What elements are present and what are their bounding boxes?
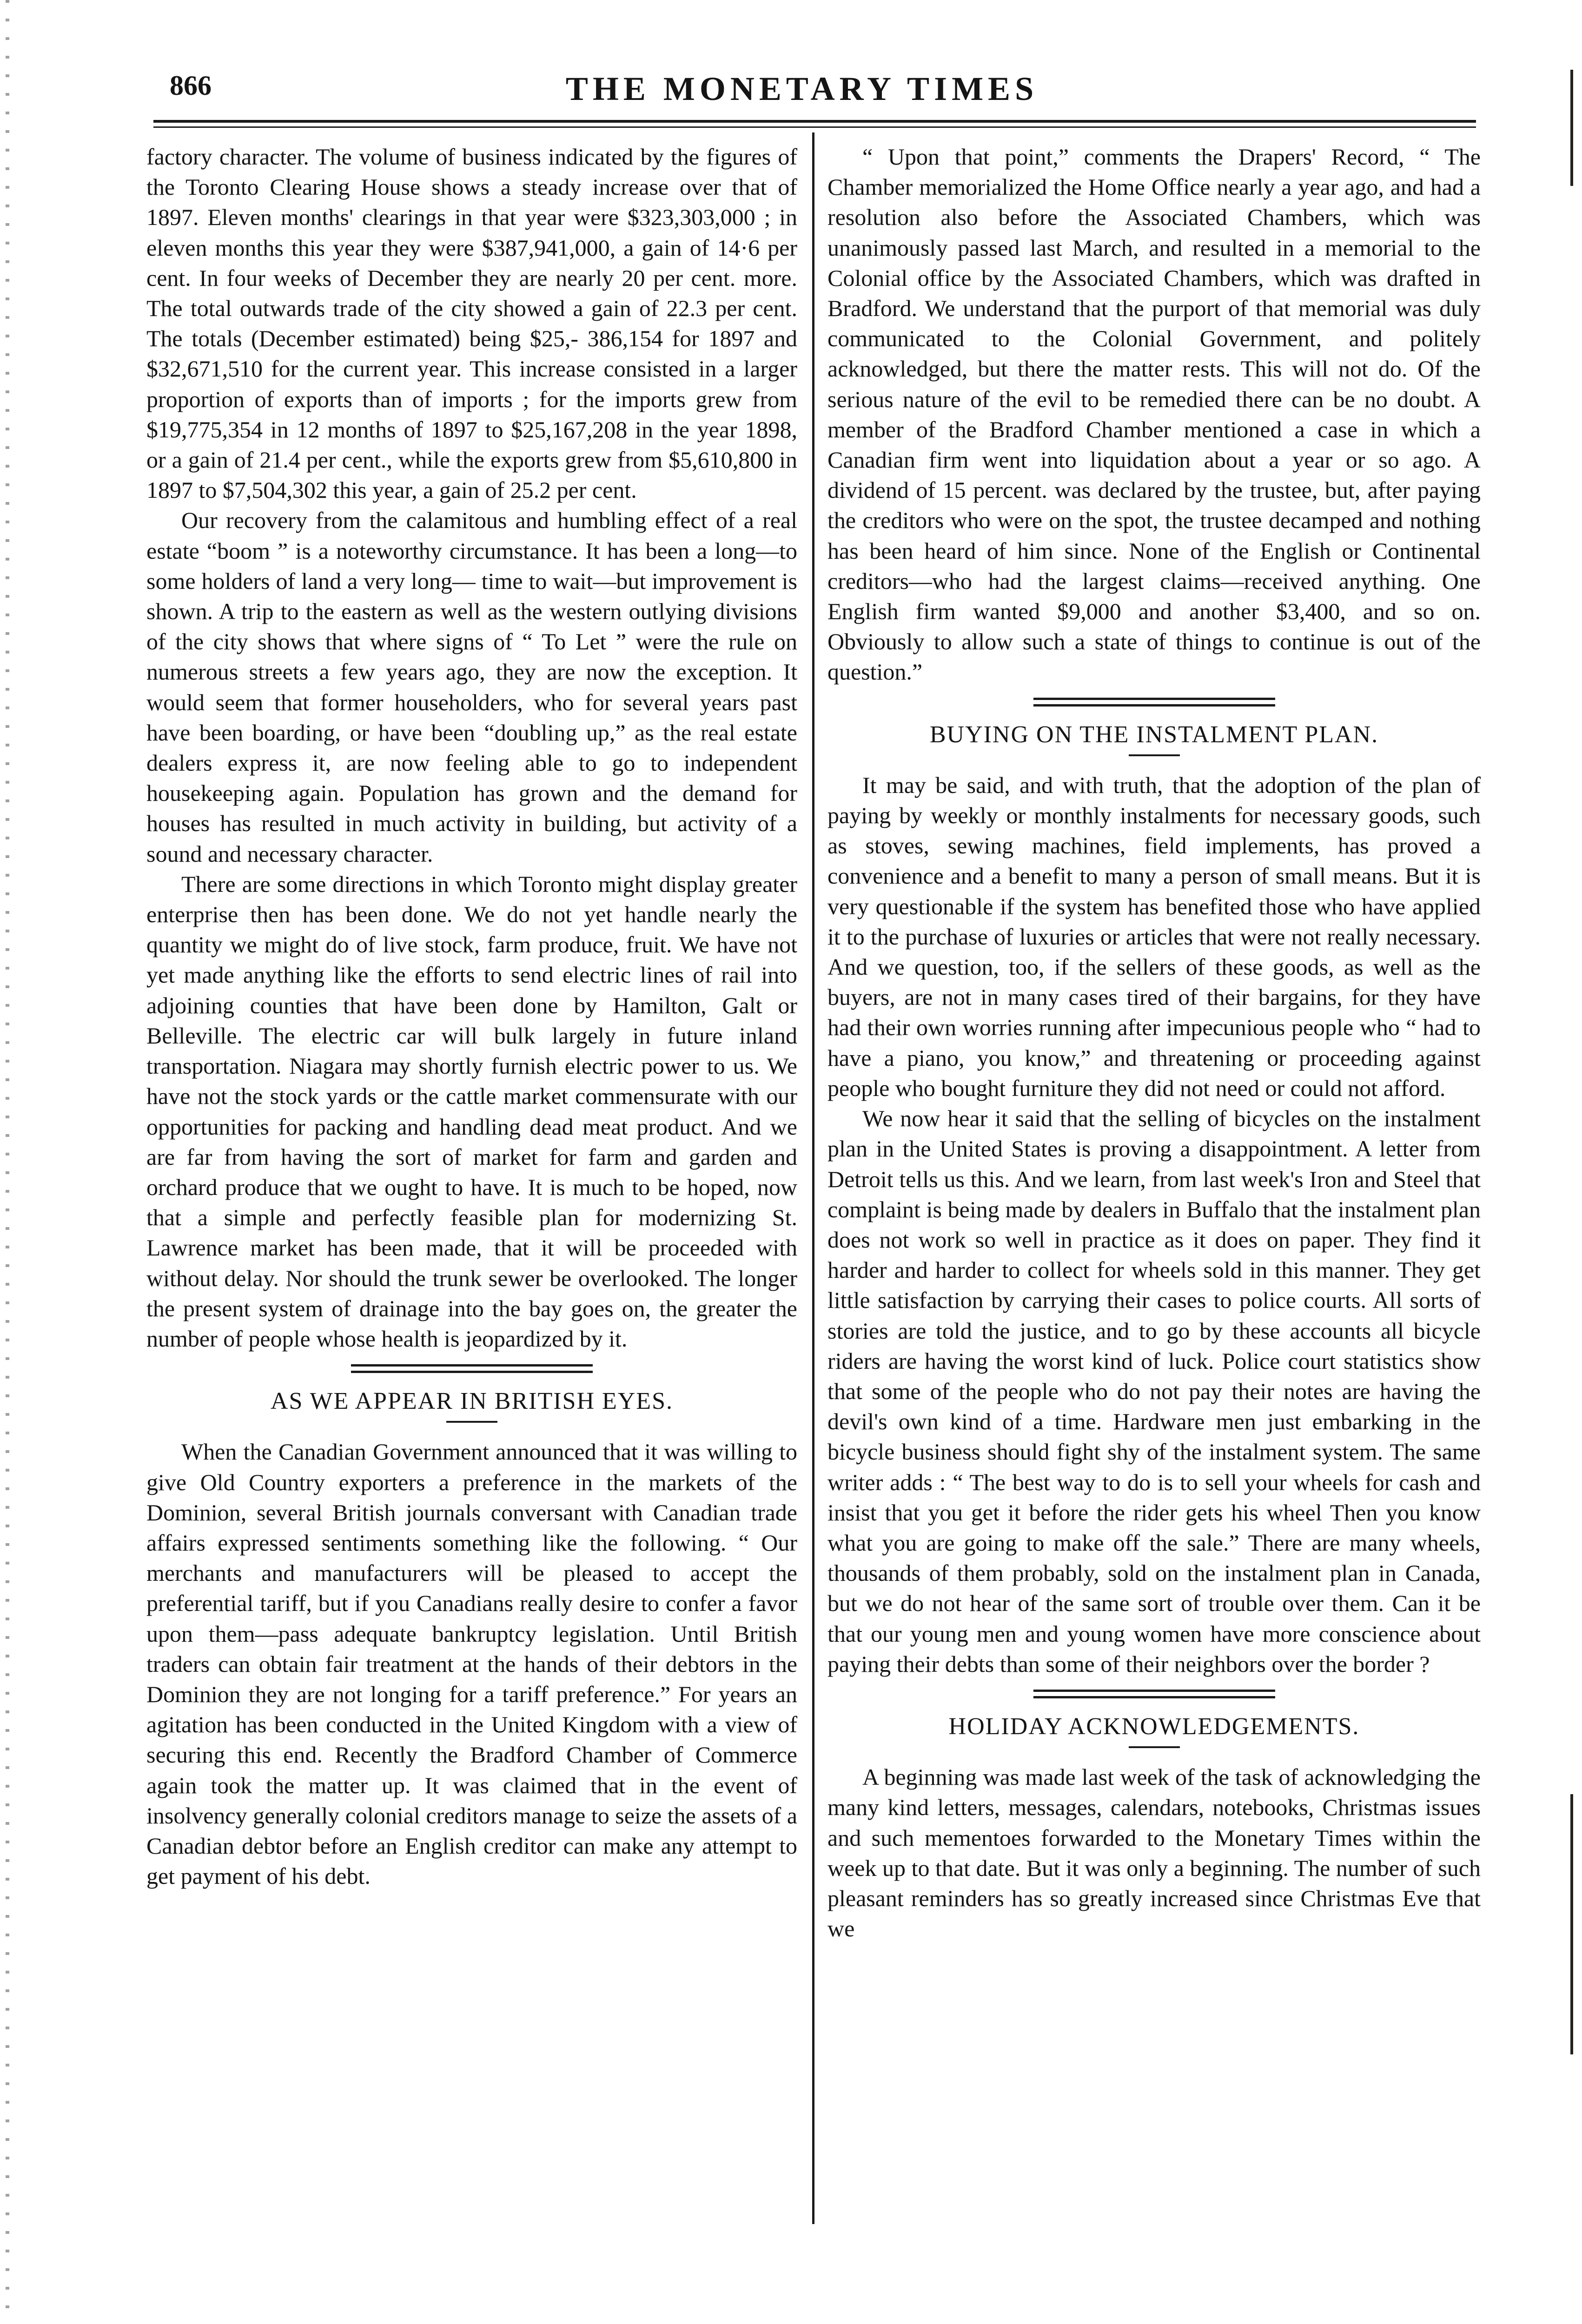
header-rule-bottom <box>153 126 1476 128</box>
section-heading: BUYING ON THE INSTALMENT PLAN. <box>929 721 1379 748</box>
section-heading: AS WE APPEAR IN BRITISH EYES. <box>270 1388 673 1415</box>
right-column <box>827 142 1481 1944</box>
heading-rule <box>1129 754 1180 756</box>
paragraph: “ Upon that point,” comments the Drapers' Record, “ The Chamber memorialized the Home Office nearly a year ago, and had a resolution also before the Associated Chambers, which was unanimously passed last March, and resulted in a memorial to the Colonial office by the Associated Chambers, which was drafted in Bradford. We understand that the purport of that memorial was duly communicated to the Colonial Government, and politely acknowledged, but there the matter rests. This will not do. Of the serious nature of the evil to be remedied there can be no doubt. A member of the Bradford Chamber mentioned a case in which a Canadian firm went into liquidation about a year or so ago. A dividend of 15 percent. was declared by the trustee, but, after paying the creditors who were on the spot, the trustee decamped and nothing has been heard of him since. None of the English or Continental creditors—who had the largest claims—received anything. One English firm wanted $9,000 and another $3,400, and so on. Obviously to allow such a state of things to continue is out of the question.” <box>827 144 1481 685</box>
section-separator <box>1033 1690 1275 1698</box>
left-column <box>146 142 797 1891</box>
masthead-title: THE MONETARY TIMES <box>565 70 1039 107</box>
paragraph: When the Canadian Government announced that it was willing to give Old Country exporters a preference in the markets of the Dominion, several British journals conversant with Canadian trade affairs expressed sentiments something like the following. “ Our merchants and manufacturers will be pleased to accept the preferential tariff, but if you Canadians really desire to confer a favor upon them—pass adequate bankruptcy legislation. Until British traders can obtain fair treatment at the hands of their debtors in the Dominion they are not longing for a tariff preference.” For years an agitation has been conducted in the United Kingdom with a view of securing this end. Recently the Bradford Chamber of Commerce again took the matter up. It was claimed that in the event of insolvency generally colonial creditors manage to seize the assets of a Canadian debtor before an English creditor can make any attempt to get payment of his debt. <box>146 1439 797 1889</box>
paragraph: factory character. The volume of business indicated by the figures of the Toronto Clearing House shows a steady increase over that of 1897. Eleven months' clearings in that year were $323,303,000 ; in eleven months this year they were $387,941,000, a gain of 14·6 per cent. In four weeks of December they are nearly 20 per cent. more. The total outwards trade of the city showed a gain of 22.3 per cent. The totals (December estimated) being $25,- 386,154 for 1897 and $32,671,510 for the current year. This increase consisted in a larger proportion of exports than of imports ; for the imports grew from $19,775,354 in 12 months of 1897 to $25,167,208 in the year 1898, or a gain of 21.4 per cent., while the exports grew from $5,610,800 in 1897 to $7,504,302 this year, a gain of 25.2 per cent. <box>146 144 797 503</box>
scan-edge-left <box>6 0 9 2324</box>
paragraph: There are some directions in which Toronto might display greater enterprise then has been done. We do not yet handle nearly the quantity we might do of live stock, farm produce, fruit. We have not yet made anything like the efforts to send electric lines of rail into adjoining counties that have been done by Hamilton, Galt or Belleville. The electric car will bulk largely in future inland transportation. Niagara may shortly furnish electric power to us. We have not the stock yards or the cattle market commensurate with our opportunities for packing and handling dead meat product. And we are far from having the sort of market for farm and garden and orchard produce that we ought to have. It is much to be hoped, now that a simple and perfectly feasible plan for modernizing St. Lawrence market has been made, that it will be proceeded with without delay. Nor should the trunk sewer be overlooked. The longer the present system of drainage into the bay goes on, the greater the number of people whose health is jeopardized by it. <box>146 871 797 1352</box>
paragraph: A beginning was made last week of the task of acknowledging the many kind letters, messages, calendars, notebooks, Christmas issues and such mementoes forwarded to the Monetary Times within the week up to that date. But it was only a beginning. The number of such pleasant reminders has so greatly increased since Christmas Eve that we <box>827 1764 1481 1942</box>
paragraph: We now hear it said that the selling of bicycles on the instalment plan in the United States is proving a disappointment. A letter from Detroit tells us this. And we learn, from last week's Iron and Steel that complaint is being made by dealers in Buffalo that the instalment plan does not work so well in practice as it does on paper. They find it harder and harder to collect for wheels sold in this manner. They get little satisfaction by carrying their cases to police courts. All sorts of stories are told the justice, and to go by these accounts all bicycle riders are having the worst kind of luck. Police court statistics show that some of the people who do not pay their notes are having the devil's own kind of a time. Hardware men just embarking in the bicycle business should fight shy of the instalment system. The same writer adds : “ The best way to do is to sell your wheels for cash and insist that you get it before the rider gets his wheel Then you know what you are going to make off the sale.” There are many wheels, thousands of them probably, sold on the instalment plan in Canada, but we do not hear of the same sort of trouble over them. Can it be that our young men and young women have more conscience about paying their debts than some of their neighbors over the border ? <box>827 1105 1481 1677</box>
paragraph: Our recovery from the calamitous and humbling effect of a real estate “boom ” is a noteworthy circumstance. It has been a long—to some holders of land a very long— time to wait—but improvement is shown. A trip to the eastern as well as the western outlying divisions of the city shows that where signs of “ To Let ” were the rule on numerous streets a few years ago, they are now the exception. It would seem that former householders, who for several years past have been boarding, or have been “doubling up,” as the real estate dealers express it, are now feeling able to go to independent housekeeping again. Population has grown and the demand for houses has resulted in much activity in building, but activity of a sound and necessary character. <box>146 507 797 867</box>
scan-edge-right-top <box>1570 70 1573 186</box>
heading-rule <box>1129 1746 1180 1748</box>
page-header <box>137 70 1467 112</box>
section-separator <box>1033 698 1275 706</box>
header-rule-top <box>153 120 1476 123</box>
section-separator <box>351 1364 593 1373</box>
heading-rule <box>446 1421 497 1423</box>
column-divider <box>812 132 814 2224</box>
scan-edge-right-bottom <box>1570 1794 1573 2054</box>
page-number: 866 <box>170 70 212 101</box>
paragraph: It may be said, and with truth, that the adoption of the plan of paying by weekly or monthly instalments for necessary goods, such as stoves, sewing machines, field implements, has proved a convenience and a benefit to many a person of small means. But it is very questionable if the system has benefited those who have applied it to the purchase of luxuries or articles that were not really necessary. And we question, too, if the sellers of these goods, as well as the buyers, are not in many cases tired of their bargains, for they have had their own worries running after impecunious people who “ had to have a piano, you know,” and threatening or proceeding against people who bought furniture they did not need or could not afford. <box>827 772 1481 1101</box>
section-heading: HOLIDAY ACKNOWLEDGEMENTS. <box>948 1713 1360 1740</box>
